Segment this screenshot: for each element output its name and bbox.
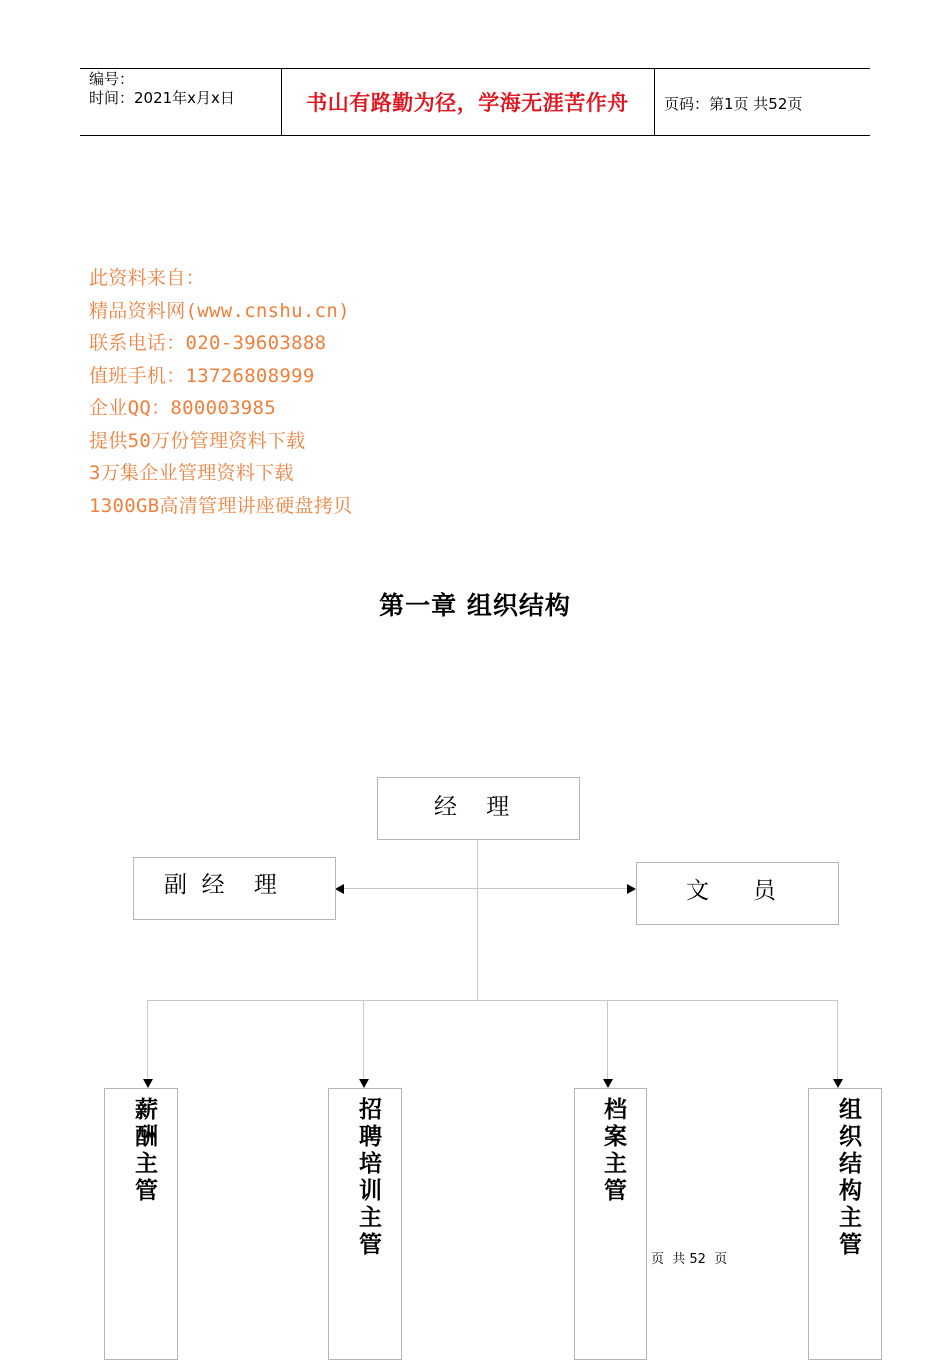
footer-page-number: 页 共 52 页 bbox=[651, 1252, 728, 1267]
manager-label: 经 理 bbox=[434, 794, 510, 820]
header-page-info: 页码：第1页 共52页 bbox=[664, 95, 803, 113]
connector-manager-down bbox=[477, 839, 478, 1001]
chapter-title: 第一章 组织结构 bbox=[379, 591, 571, 620]
department-box-archives bbox=[574, 1088, 647, 1360]
department-label: 薪酬主管 bbox=[131, 1097, 157, 1205]
arrow-left-icon bbox=[335, 884, 344, 894]
header-divider-right bbox=[654, 68, 655, 136]
deputy-manager-box bbox=[133, 857, 336, 920]
department-box-salary bbox=[104, 1088, 178, 1360]
info-line: 此资料来自： bbox=[89, 267, 205, 289]
department-label: 档案主管 bbox=[600, 1097, 626, 1205]
clerk-label: 文 员 bbox=[686, 878, 776, 904]
arrow-down-icon bbox=[143, 1079, 153, 1088]
info-line: 提供50万份管理资料下载 bbox=[89, 429, 306, 452]
info-line: 企业QQ：800003985 bbox=[89, 397, 277, 419]
arrow-down-icon bbox=[359, 1079, 369, 1088]
department-label: 组织结构主管 bbox=[835, 1097, 861, 1259]
manager-box bbox=[377, 777, 580, 840]
connector-dept-2 bbox=[363, 1000, 364, 1080]
deputy-manager-label: 副 经 理 bbox=[164, 872, 277, 898]
info-line: 3万集企业管理资料下载 bbox=[89, 462, 294, 484]
connector-horizontal-side bbox=[342, 888, 630, 889]
connector-dept-4 bbox=[837, 1000, 838, 1080]
department-box-recruitment bbox=[328, 1088, 402, 1360]
info-line: 1300GB高清管理讲座硬盘拷贝 bbox=[89, 494, 353, 517]
arrow-down-icon bbox=[833, 1079, 843, 1088]
connector-dept-1 bbox=[147, 1000, 148, 1080]
header-left-cell bbox=[89, 70, 235, 108]
info-line: 值班手机：13726808999 bbox=[89, 364, 315, 387]
number-label: 编号： bbox=[89, 70, 135, 88]
department-label: 招聘培训主管 bbox=[355, 1097, 381, 1259]
info-line: 精品资料网(www.cnshu.cn) bbox=[89, 299, 350, 322]
arrow-right-icon bbox=[627, 884, 636, 894]
info-line: 联系电话：020-39603888 bbox=[89, 332, 327, 354]
connector-horizontal-departments bbox=[147, 1000, 838, 1001]
header-motto: 书山有路勤为径，学海无涯苦作舟 bbox=[306, 91, 629, 115]
clerk-box bbox=[636, 862, 839, 925]
info-block bbox=[89, 262, 352, 522]
arrow-down-icon bbox=[603, 1079, 613, 1088]
time-label: 时间：2021年x月x日 bbox=[89, 89, 235, 107]
connector-dept-3 bbox=[607, 1000, 608, 1080]
department-box-organization bbox=[808, 1088, 882, 1360]
